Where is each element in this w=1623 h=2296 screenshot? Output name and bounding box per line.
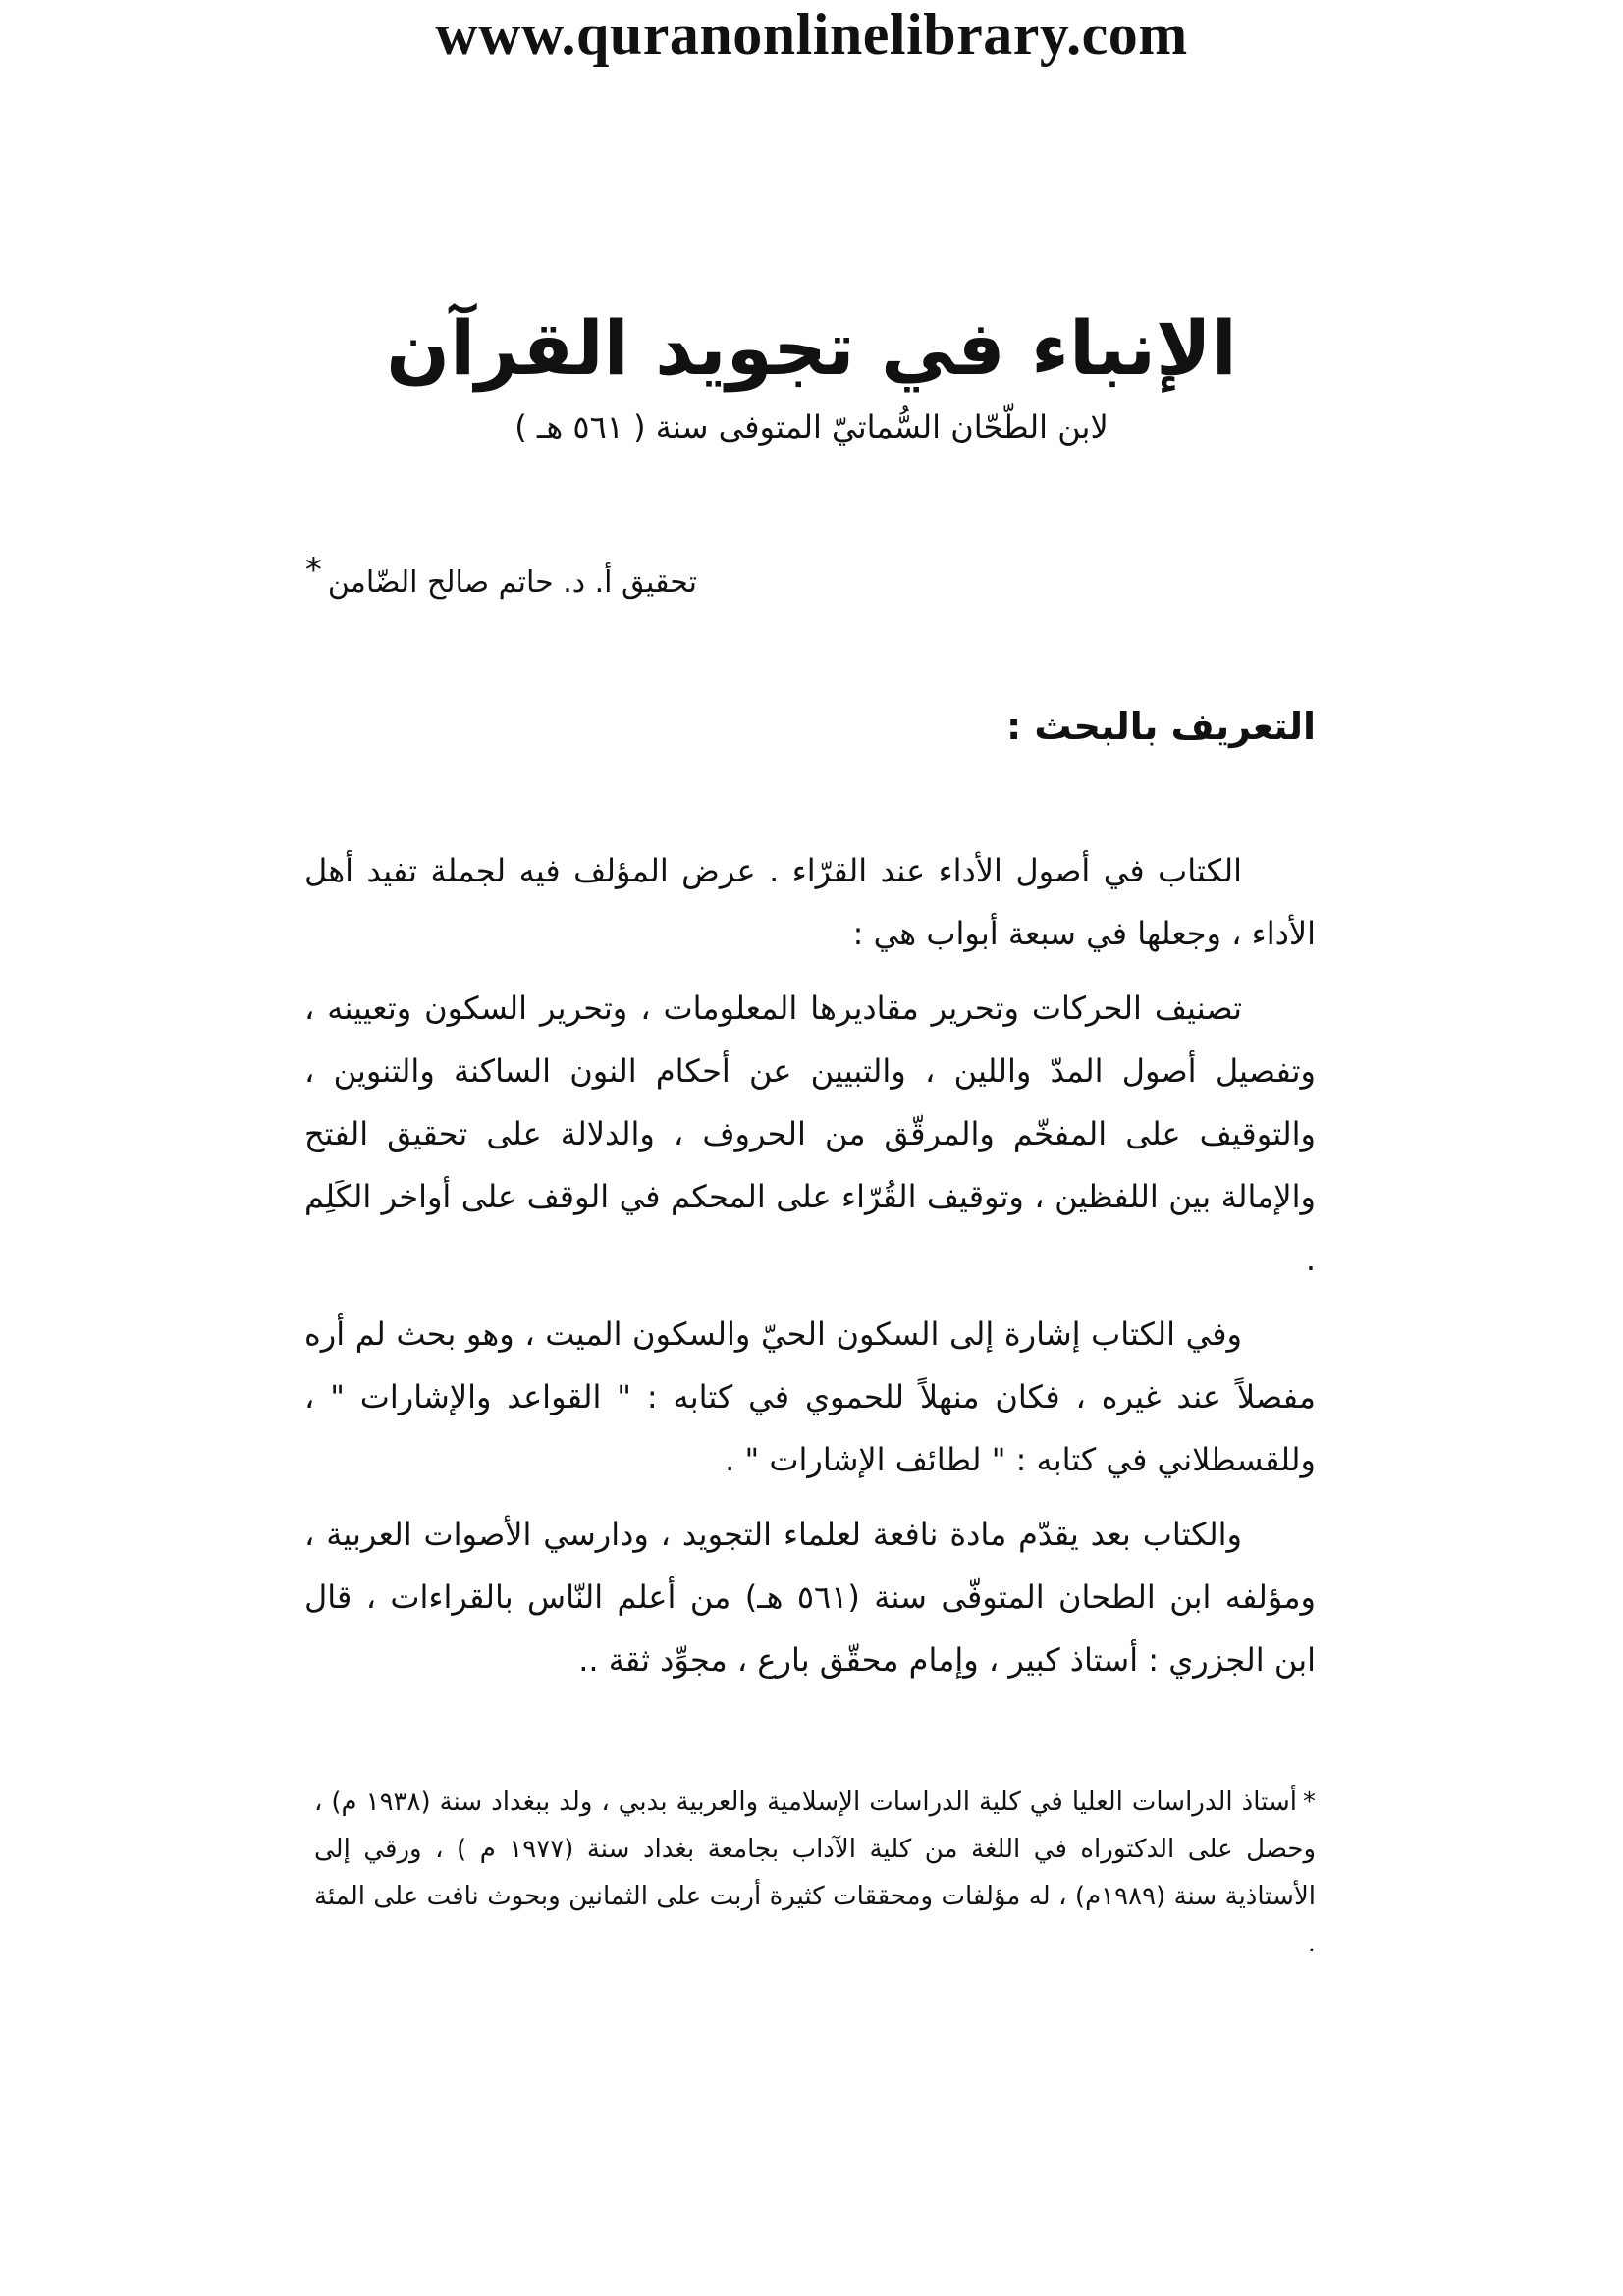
paragraph-1: الكتاب في أصول الأداء عند القرّاء . عرض المؤلف فيه لجملة تفيد أهل الأداء ، وجعلها في سبعة أبواب هي :: [304, 852, 1316, 952]
footnote-text: أستاذ الدراسات العليا في كلية الدراسات الإسلامية والعربية بدبي ، ولد ببغداد سنة (١٩٣٨ م) ، وحصل على الدكتوراه في اللغة من كلية الآداب بجامعة بغداد سنة (١٩٧٧ م ) ، ورقي إلى الأستاذية سنة (١٩٨٩م) ، له مؤلفات ومحققات كثيرة أربت على الثمانين وبحوث نافت على المئة .: [314, 1788, 1316, 1958]
site-url-header: www.quranonlinelibrary.com: [435, 2, 1188, 67]
footnote: [314, 1779, 1316, 1967]
editor-credit: [305, 546, 697, 608]
paragraph-3: وفي الكتاب إشارة إلى السكون الحيّ والسكون الميت ، وهو بحث لم أره مفصلاً عند غيره ، فكان منهلاً للحموي في كتابه : " القواعد والإشارات " ، وللقسطلاني في كتابه : " لطائف الإشارات " .: [304, 1315, 1316, 1478]
paragraph-4: والكتاب بعد يقدّم مادة نافعة لعلماء التجويد ، ودارسي الأصوات العربية ، ومؤلفه ابن الطحان المتوفّى سنة (٥٦١ هـ) من أعلم النّاس بالقراءات ، قال ابن الجزري : أستاذ كبير ، وإمام محقّق بارع ، مجوِّد ثقة ..: [304, 1516, 1317, 1679]
book-title: الإنباء في تجويد القرآن: [386, 304, 1237, 392]
section-heading: التعريف بالبحث :: [1005, 705, 1316, 748]
body-text: [304, 839, 1316, 1703]
footnote-star: *: [1303, 1788, 1316, 1817]
book-subtitle: لابن الطّحّان السُّماتيّ المتوفى سنة ( ٥٦١ هـ ): [514, 408, 1109, 446]
footnote-marker: *: [304, 551, 322, 590]
paragraph-2: تصنيف الحركات وتحرير مقاديرها المعلومات ، وتحرير السكون وتعيينه ، وتفصيل أصول المدّ واللين ، والتبيين عن أحكام النون الساكنة والتنوين ، والتوقيف على المفخّم والمرقّق من الحروف ، والدلالة على تحقيق الفتح والإمالة بين اللفظين ، وتوقيف القُرّاء على المحكم في الوقف على أواخر الكَلِم .: [304, 989, 1316, 1278]
editor-name: تحقيق أ. د. حاتم صالح الضّامن: [327, 565, 697, 600]
